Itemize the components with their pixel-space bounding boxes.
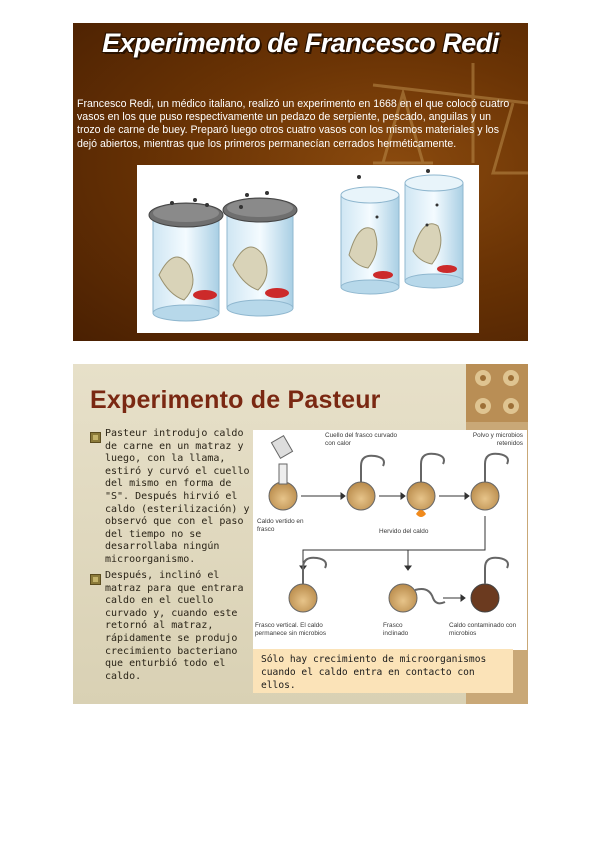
label-vertical: Frasco vertical. El caldo permanece sin microbios [255,622,327,637]
bullet-icon [90,574,101,585]
label-dust: Polvo y microbios retenidos [472,432,523,447]
slide-paragraph: Francesco Redi, un médico italiano, realizó un experimento en 1668 en el que colocó cuatro vasos en los que puso respectivamente un pedazo de serpiente, pescado, anguilas y un trozo de carne de buey. Preparó luego otros cuatro vasos con los mismos materiales y los dejó abiertos, mientras que los primeros permanecían cerrados herméticamente. [77,98,510,150]
paragraph-1: Pasteur introdujo caldo de carne en un matraz y luego, con la llama, estiró y curvó el cuello del mismo en forma de "S". Después hirvió el caldo (esterilización) y observó que con el paso del tiempo no se desarrollaba ningún microorganismo. [105,428,250,565]
slide-title: Experimento de Pasteur [90,386,381,414]
jars-illustration [137,165,479,333]
ornament-pattern [461,364,528,422]
label-tilted: Frasco inclinado [383,622,409,637]
conclusion-caption: Sólo hay crecimiento de microorganismos cuando el caldo entra en contacto con ellos. [253,649,513,693]
label-poured: Caldo vertido en frasco [257,518,304,533]
redi-slide [73,23,528,341]
pasteur-flask-diagram [253,430,527,650]
flask-pouring [269,436,297,510]
label-contaminated: Caldo contaminado con microbios [449,622,517,637]
label-boiled: Hervido del caldo [379,528,429,535]
bullet-icon [90,432,101,443]
pasteur-slide [73,364,528,704]
paragraph-2: Después, inclinó el matraz para que entrara caldo en el cuello curvado y, cuando este retornó al matraz, rápidamente se produjo crecimiento bacteriano que enturbió todo el caldo. [105,570,244,682]
slide-title: Experimento de Francesco Redi [102,28,499,58]
label-neck: Cuello del frasco curvado con calor [325,432,398,447]
